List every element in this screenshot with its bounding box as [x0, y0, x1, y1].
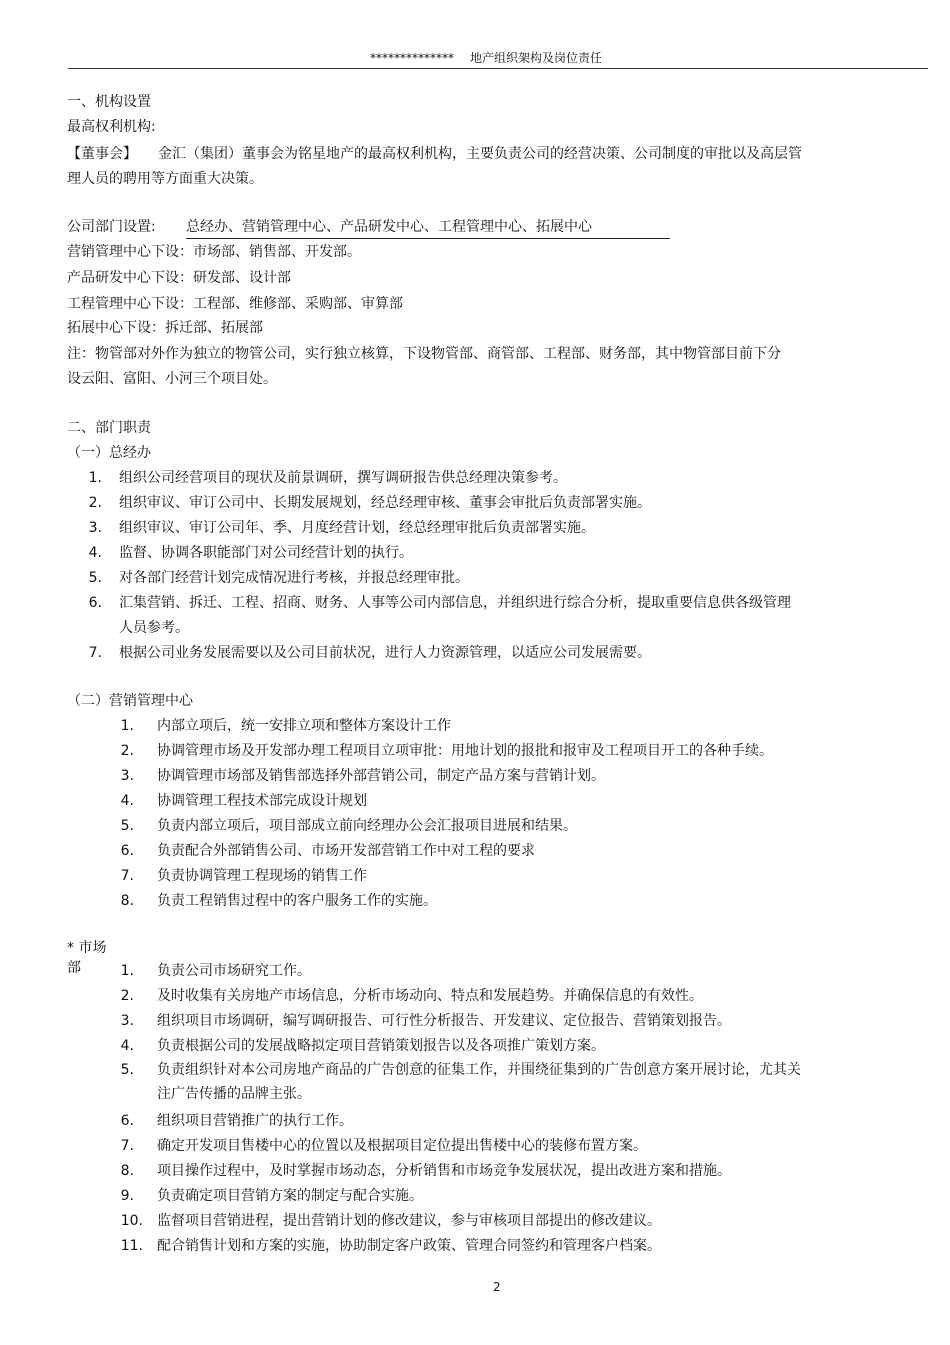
list-item: 负责组织针对本公司房地产商品的广告创意的征集工作，并围绕征集到的广告创意方案开展讨论，尤其关 — [157, 1062, 801, 1078]
list-item-number: 5. — [88, 570, 102, 586]
board-text-line2: 理人员的聘用等方面重大决策。 — [67, 171, 263, 187]
header-stars: ************** — [370, 51, 454, 65]
list-item-number: 9. — [120, 1188, 134, 1204]
list-item: 配合销售计划和方案的实施，协助制定客户政策、管理合同签约和管理客户档案。 — [157, 1238, 661, 1254]
section1-heading: 一、机构设置 — [67, 94, 151, 110]
dept-setup-value: 总经办、营销管理中心、产品研发中心、工程管理中心、拓展中心 — [186, 219, 592, 235]
list-item-number: 10. — [120, 1213, 143, 1229]
list-item: 项目操作过程中，及时掌握市场动态，分析销售和市场竞争发展状况，提出改进方案和措施。 — [157, 1163, 731, 1179]
list-item: 协调管理工程技术部完成设计规划 — [157, 793, 367, 809]
list-item-number: 1. — [120, 963, 134, 979]
list-item-number: 1. — [88, 470, 102, 486]
list-item-number: 3. — [120, 768, 134, 784]
list-item: 协调管理市场部及销售部选择外部营销公司，制定产品方案与营销计划。 — [157, 768, 605, 784]
list-item-number: 6. — [120, 1113, 134, 1129]
list-item: 监督项目营销进程，提出营销计划的修改建议，参与审核项目部提出的修改建议。 — [157, 1213, 661, 1229]
list-item: 根据公司业务发展需要以及公司目前状况，进行人力资源管理，以适应公司发展需要。 — [119, 645, 651, 661]
list-item-number: 5. — [120, 1062, 134, 1078]
sub1-title: （一）总经办 — [67, 445, 151, 461]
list-item: 组织审议、审订公司年、季、月度经营计划，经总经理审批后负责部署实施。 — [119, 520, 595, 536]
list-item-continuation: 注广告传播的品牌主张。 — [157, 1086, 311, 1102]
list-item-number: 4. — [120, 793, 134, 809]
subunit-line-expansion: 拓展中心下设：拆迁部、拓展部 — [67, 320, 263, 336]
list-item: 确定开发项目售楼中心的位置以及根据项目定位提出售楼中心的装修布置方案。 — [157, 1138, 647, 1154]
list-item: 汇集营销、拆迁、工程、招商、财务、人事等公司内部信息，并组织进行综合分析，提取重要信息供各级管理 — [119, 595, 791, 611]
list-item-number: 1. — [120, 718, 134, 734]
list-item-number: 3. — [88, 520, 102, 536]
board-label: 【董事会】 — [67, 146, 137, 162]
list-item: 负责公司市场研究工作。 — [157, 963, 311, 979]
subunit-line-marketing: 营销管理中心下设：市场部、销售部、开发部。 — [67, 244, 361, 260]
list-item: 组织审议、审订公司中、长期发展规划，经总经理审核、董事会审批后负责部署实施。 — [119, 495, 651, 511]
list-item: 组织项目市场调研，编写调研报告、可行性分析报告、开发建议、定位报告、营销策划报告。 — [157, 1013, 731, 1029]
note-line1: 注：物管部对外作为独立的物管公司，实行独立核算，下设物管部、商管部、工程部、财务部，其中物管部目前下分 — [67, 346, 781, 362]
list-item-number: 8. — [120, 1163, 134, 1179]
list-item: 及时收集有关房地产市场信息，分析市场动向、特点和发展趋势。并确保信息的有效性。 — [157, 988, 703, 1004]
list-item-number: 11. — [120, 1238, 143, 1254]
list-item-number: 4. — [88, 545, 102, 561]
dept-setup-underline — [186, 238, 670, 239]
list-item-number: 7. — [120, 1138, 134, 1154]
list-item: 组织项目营销推广的执行工作。 — [157, 1113, 353, 1129]
sub2-title: （二）营销管理中心 — [67, 693, 193, 709]
list-item: 负责工程销售过程中的客户服务工作的实施。 — [157, 893, 437, 909]
note-line2: 设云阳、富阳、小河三个项目处。 — [67, 371, 277, 387]
list-item: 负责协调管理工程现场的销售工作 — [157, 868, 367, 884]
list-item-number: 2. — [88, 495, 102, 511]
list-item: 监督、协调各职能部门对公司经营计划的执行。 — [119, 545, 413, 561]
list-item: 对各部门经营计划完成情况进行考核，并报总经理审批。 — [119, 570, 469, 586]
list-item-number: 7. — [88, 645, 102, 661]
list-item-continuation: 人员参考。 — [119, 620, 189, 636]
header-title: 地产组织架构及岗位责任 — [470, 51, 603, 65]
list-item-number: 6. — [120, 843, 134, 859]
list-item-number: 3. — [120, 1013, 134, 1029]
list-item-number: 6. — [88, 595, 102, 611]
page-number: 2 — [493, 1280, 501, 1294]
section2-heading: 二、部门职责 — [67, 420, 151, 436]
board-text-line1: 金汇（集团）董事会为铭星地产的最高权利机构，主要负责公司的经营决策、公司制度的审批以及高层管 — [158, 146, 802, 162]
list-item: 负责配合外部销售公司、市场开发部营销工作中对工程的要求 — [157, 843, 535, 859]
list-item: 内部立项后，统一安排立项和整体方案设计工作 — [157, 718, 451, 734]
list-item-number: 8. — [120, 893, 134, 909]
subunit-line-rnd: 产品研发中心下设：研发部、设计部 — [67, 270, 291, 286]
list-item-number: 2. — [120, 988, 134, 1004]
list-item: 组织公司经营项目的现状及前景调研，撰写调研报告供总经理决策参考。 — [119, 470, 567, 486]
list-item: 负责确定项目营销方案的制定与配合实施。 — [157, 1188, 423, 1204]
list-item: 负责内部立项后，项目部成立前向经理办公会汇报项目进展和结果。 — [157, 818, 577, 834]
list-item: 协调管理市场及开发部办理工程项目立项审批：用地计划的报批和报审及工程项目开工的各种手续。 — [157, 743, 773, 759]
top-authority-label: 最高权利机构: — [67, 119, 156, 135]
list-item: 负责根据公司的发展战略拟定项目营销策划报告以及各项推广策划方案。 — [157, 1038, 605, 1054]
market-dept-label-line2: 部 — [67, 960, 81, 976]
list-item-number: 5. — [120, 818, 134, 834]
header-rule — [68, 68, 928, 69]
market-dept-label-line1: * 市场 — [67, 940, 107, 956]
subunit-line-engineering: 工程管理中心下设：工程部、维修部、采购部、审算部 — [67, 296, 403, 312]
list-item-number: 7. — [120, 868, 134, 884]
list-item-number: 4. — [120, 1038, 134, 1054]
dept-setup-label: 公司部门设置: — [67, 219, 156, 235]
list-item-number: 2. — [120, 743, 134, 759]
